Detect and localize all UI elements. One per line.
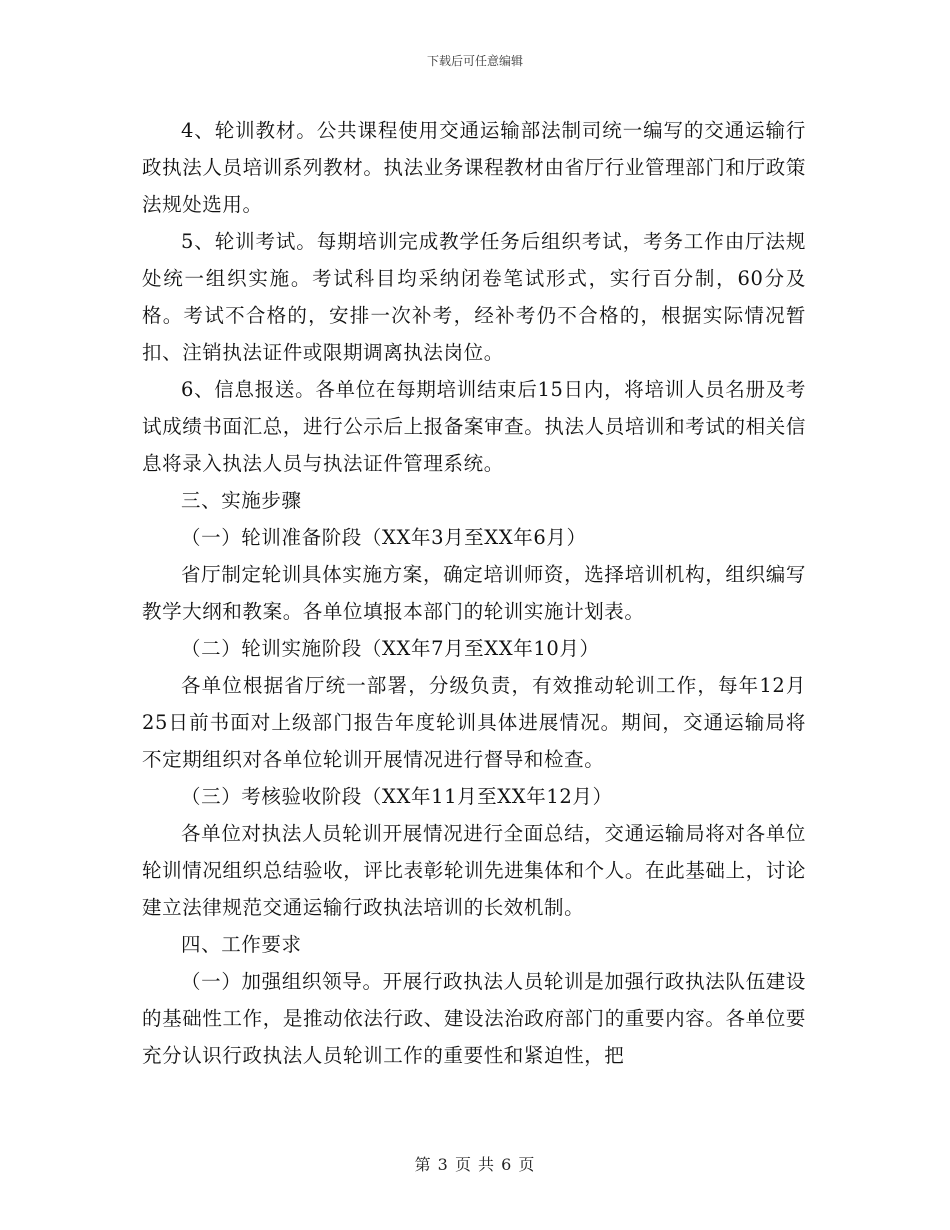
document-body xyxy=(142,112,806,1074)
section-heading-3: 三、实施步骤 xyxy=(181,489,302,512)
paragraph-3: 6、信息报送。各单位在每期培训结束后15日内，将培训人员名册及考试成绩书面汇总，进行公示后上报备案审查。执法人员培训和考试的相关信息将录入执法人员与执法证件管理系统。 xyxy=(142,378,806,475)
page-header: 下载后可任意编辑 xyxy=(426,54,523,68)
page-number: 第 3 页 共 6 页 xyxy=(414,1155,536,1174)
subsection-heading-2: （二）轮训实施阶段（XX年7月至XX年10月） xyxy=(181,637,600,660)
paragraph-4: 省厅制定轮训具体实施方案，确定培训师资，选择培训机构，组织编写教学大纲和教案。各单位填报本部门的轮训实施计划表。 xyxy=(142,563,806,623)
subsection-heading-1: （一）轮训准备阶段（XX年3月至XX年6月） xyxy=(181,526,587,549)
paragraph-5: 各单位根据省厅统一部署，分级负责，有效推动轮训工作，每年12月25日前书面对上级部门报告年度轮训具体进展情况。期间，交通运输局将不定期组织对各单位轮训开展情况进行督导和检查。 xyxy=(142,674,806,771)
paragraph-6: 各单位对执法人员轮训开展情况进行全面总结，交通运输局将对各单位轮训情况组织总结验收，评比表彰轮训先进集体和个人。在此基础上，讨论建立法律规范交通运输行政执法培训的长效机制。 xyxy=(142,822,806,919)
section-heading-4: 四、工作要求 xyxy=(181,933,302,956)
paragraph-2: 5、轮训考试。每期培训完成教学任务后组织考试，考务工作由厅法规处统一组织实施。考试科目均采纳闭卷笔试形式，实行百分制，60分及格。考试不合格的，安排一次补考，经补考仍不合格的，根据实际情况暂扣、注销执法证件或限期调离执法岗位。 xyxy=(142,230,806,364)
paragraph-7: （一）加强组织领导。开展行政执法人员轮训是加强行政执法队伍建设的基础性工作，是推动依法行政、建设法治政府部门的重要内容。各单位要充分认识行政执法人员轮训工作的重要性和紧迫性，把 xyxy=(142,970,806,1067)
subsection-heading-3: （三）考核验收阶段（XX年11月至XX年12月） xyxy=(181,785,613,808)
paragraph-1: 4、轮训教材。公共课程使用交通运输部法制司统一编写的交通运输行政执法人员培训系列教材。执法业务课程教材由省厅行业管理部门和厅政策法规处选用。 xyxy=(142,119,806,216)
